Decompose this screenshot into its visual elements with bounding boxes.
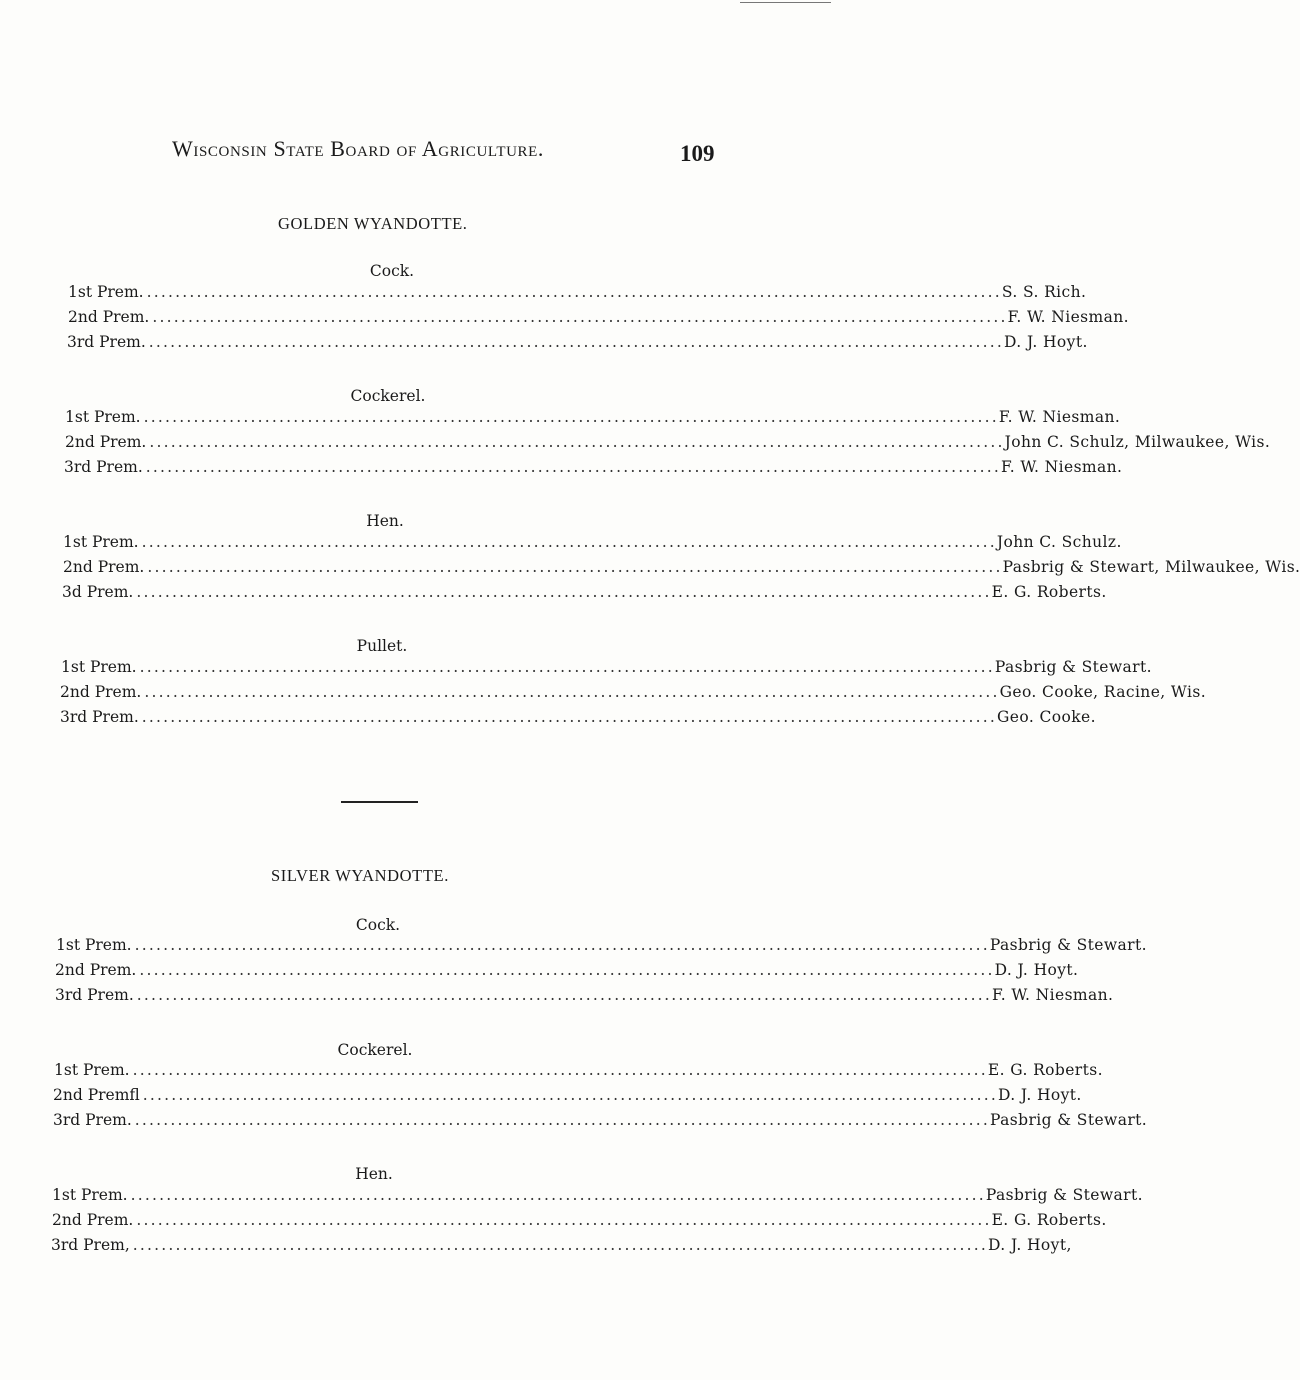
dot-leader: ........................................................................................................................ (143, 408, 999, 426)
premium-rank: 2nd Prem. (60, 683, 142, 701)
section-title-golden-wyandotte: GOLDEN WYANDOTTE. (278, 214, 468, 233)
section-divider-rule (341, 801, 418, 803)
award-entry (56, 936, 1147, 958)
winner-name: F. W. Niesman. (1007, 308, 1129, 326)
dot-leader: ........................................................................................................................ (139, 658, 995, 676)
winner-name: E. G. Roberts. (991, 1211, 1107, 1229)
premium-rank: 1st Prem. (54, 1061, 130, 1079)
award-entry (55, 986, 1114, 1008)
award-entry (63, 533, 1122, 555)
winner-name: E. G. Roberts. (991, 583, 1107, 601)
dot-leader: ........................................................................................................................ (134, 936, 990, 954)
winner-name: F. W. Niesman. (1001, 458, 1123, 476)
winner-name: Pasbrig & Stewart. (990, 1111, 1148, 1129)
premium-rank: 2nd Premfl (53, 1086, 140, 1104)
winner-name: F. W. Niesman. (998, 408, 1121, 426)
premium-rank: 1st Prem. (52, 1186, 128, 1204)
premium-rank: 3d Prem. (62, 583, 134, 601)
winner-name: D. J. Hoyt, (988, 1236, 1072, 1254)
award-entry (53, 1111, 1148, 1133)
dot-leader: ........................................................................................................................ (134, 1111, 991, 1129)
award-entry (62, 583, 1107, 605)
dot-leader: ........................................................................................................................ (139, 961, 995, 979)
premium-rank: 3rd Prem. (64, 458, 143, 476)
winner-name: S. S. Rich. (1001, 283, 1087, 301)
premium-rank: 1st Prem. (68, 283, 144, 301)
group-heading: Hen. (355, 1165, 393, 1183)
dot-leader: ........................................................................................................................ (136, 986, 993, 1004)
award-entry (60, 683, 1207, 705)
section-title-silver-wyandotte: SILVER WYANDOTTE. (271, 866, 449, 885)
group-heading: Hen. (366, 512, 404, 530)
page-number: 109 (680, 141, 715, 166)
premium-rank: 2nd Prem. (52, 1211, 134, 1229)
winner-name: John C. Schulz. (996, 533, 1122, 551)
winner-name: John C. Schulz, Milwaukee, Wis. (1004, 433, 1271, 451)
dot-leader: ........................................................................................................................ (141, 708, 998, 726)
award-entry (52, 1211, 1107, 1233)
dot-leader: ........................................................................................................................ (132, 1236, 989, 1254)
group-heading: Cockerel. (337, 1041, 413, 1059)
premium-rank: 2nd Prem. (65, 433, 147, 451)
winner-name: Geo. Cooke. (997, 708, 1096, 726)
dot-leader: ........................................................................................................................ (147, 558, 1003, 576)
dot-leader: ........................................................................................................................ (136, 583, 992, 601)
premium-rank: 2nd Prem. (63, 558, 145, 576)
award-entry (67, 333, 1088, 355)
winner-name: D. J. Hoyt. (994, 961, 1079, 979)
winner-name: Pasbrig & Stewart. (994, 658, 1152, 676)
winner-name: Geo. Cooke, Racine, Wis. (999, 683, 1207, 701)
premium-rank: 1st Prem. (56, 936, 132, 954)
winner-name: D. J. Hoyt. (1004, 333, 1088, 351)
winner-name: Pasbrig & Stewart, Milwaukee, Wis. (1002, 558, 1300, 576)
dot-leader: ........................................................................................................................ (141, 533, 997, 551)
winner-name: Pasbrig & Stewart. (989, 936, 1147, 954)
award-entry (64, 458, 1123, 480)
dot-leader: ........................................................................................................................ (142, 1086, 998, 1104)
award-entry (52, 1186, 1143, 1208)
award-entry (51, 1236, 1072, 1258)
award-entry (63, 558, 1300, 580)
dot-leader: ........................................................................................................................ (145, 458, 1002, 476)
award-entry (60, 708, 1096, 730)
award-entry (61, 658, 1152, 680)
group-heading: Cock. (355, 916, 401, 934)
award-entry (65, 433, 1271, 455)
dot-leader: ........................................................................................................................ (144, 683, 1000, 701)
award-entry (54, 1061, 1103, 1083)
dot-leader: ........................................................................................................................ (148, 333, 1005, 351)
premium-rank: 3rd Prem. (67, 333, 146, 351)
award-entry (55, 961, 1079, 983)
dot-leader: ........................................................................................................................ (130, 1186, 986, 1204)
premium-rank: 3rd Prem. (55, 986, 134, 1004)
winner-name: F. W. Niesman. (992, 986, 1114, 1004)
premium-rank: 1st Prem. (65, 408, 141, 426)
dot-leader: ........................................................................................................................ (149, 433, 1005, 451)
winner-name: E. G. Roberts. (987, 1061, 1103, 1079)
dot-leader: ........................................................................................................................ (146, 283, 1002, 301)
winner-name: Pasbrig & Stewart. (985, 1186, 1143, 1204)
running-head: Wisconsin State Board of Agriculture. (172, 136, 544, 161)
group-heading: Cockerel. (350, 387, 426, 405)
scan-edge-line (740, 2, 831, 3)
dot-leader: ........................................................................................................................ (152, 308, 1008, 326)
premium-rank: 3rd Prem, (51, 1236, 130, 1254)
dot-leader: ........................................................................................................................ (136, 1211, 992, 1229)
premium-rank: 1st Prem. (61, 658, 137, 676)
award-entry (68, 283, 1087, 305)
premium-rank: 3rd Prem. (53, 1111, 132, 1129)
group-heading: Pullet. (356, 637, 408, 655)
award-entry (65, 408, 1121, 430)
premium-rank: 1st Prem. (63, 533, 139, 551)
premium-rank: 2nd Prem. (68, 308, 150, 326)
premium-rank: 3rd Prem. (60, 708, 139, 726)
award-entry (53, 1086, 1082, 1108)
award-entry (68, 308, 1129, 330)
winner-name: D. J. Hoyt. (998, 1086, 1082, 1104)
dot-leader: ........................................................................................................................ (132, 1061, 988, 1079)
group-heading: Cock. (369, 262, 415, 280)
premium-rank: 2nd Prem. (55, 961, 137, 979)
